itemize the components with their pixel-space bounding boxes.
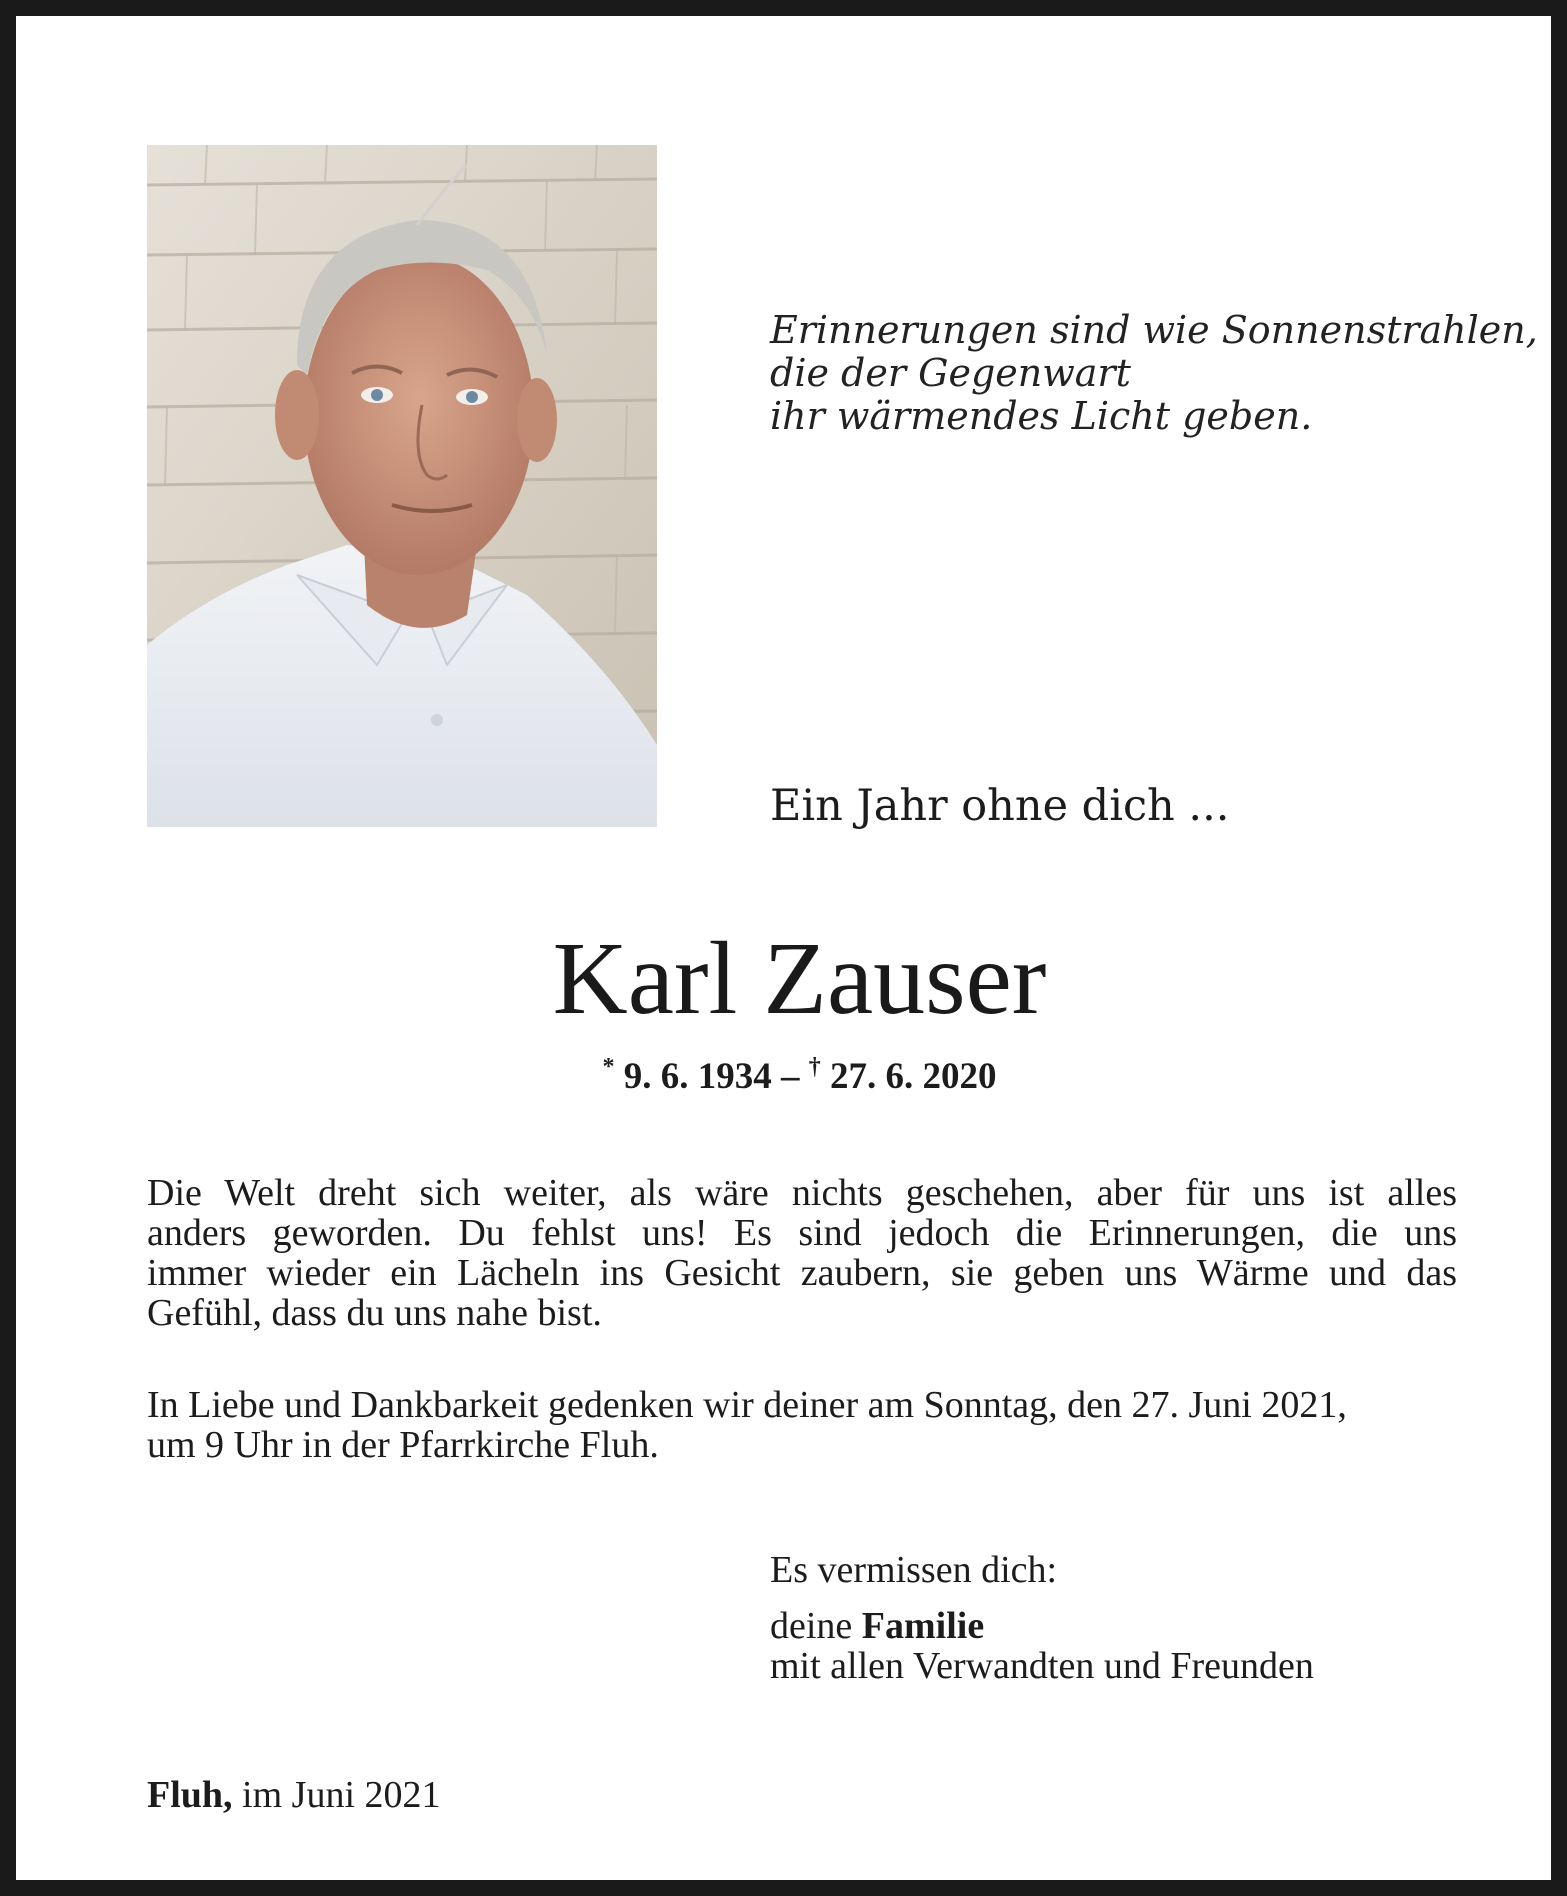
birth-date: 9. 6. 1934 [623, 1056, 772, 1097]
mourners-list [770, 1606, 1314, 1686]
paragraph-line: Gefühl, dass du uns nahe bist. [147, 1292, 602, 1334]
remembrance-paragraph [147, 1173, 1457, 1333]
publication-date: im Juni 2021 [232, 1774, 441, 1816]
family-prefix: deine [770, 1605, 862, 1647]
place-name: Fluh, [147, 1774, 233, 1816]
memorial-quote [770, 309, 1538, 438]
service-paragraph [147, 1385, 1457, 1465]
deceased-name: Karl Zauser [552, 921, 1047, 1036]
paragraph-line: In Liebe und Dankbarkeit gedenken wir deiner am Sonntag, den 27. Juni 2021, [147, 1384, 1347, 1426]
quote-line: die der Gegenwart [770, 351, 1131, 395]
death-date: 27. 6. 2020 [830, 1056, 997, 1097]
paragraph-line: immer wieder ein Lächeln ins Gesicht zaubern, sie geben uns Wärme und das [147, 1252, 1457, 1294]
paragraph-line: um 9 Uhr in der Pfarrkirche Fluh. [147, 1424, 659, 1466]
birth-symbol: * [602, 1054, 615, 1080]
date-separator: – [781, 1056, 800, 1097]
death-symbol: † [808, 1054, 821, 1080]
portrait-photo [147, 145, 657, 827]
paragraph-line: anders geworden. Du fehlst uns! Es sind jedoch die Erinnerungen, die uns [147, 1212, 1457, 1254]
place-date [147, 1774, 441, 1816]
quote-line: Erinnerungen sind wie Sonnenstrahlen, [770, 308, 1538, 352]
family-name: Familie [861, 1605, 985, 1647]
quote-line: ihr wärmendes Licht geben. [770, 394, 1313, 438]
life-dates [16, 1044, 1567, 1100]
paragraph-line: Die Welt dreht sich weiter, als wäre nichts geschehen, aber für uns ist alles [147, 1172, 1457, 1214]
family-line [770, 1606, 1314, 1646]
relatives-line: mit allen Verwandten und Freunden [770, 1645, 1314, 1687]
mourners-heading: Es vermissen dich: [770, 1549, 1058, 1591]
intro-line: Ein Jahr ohne dich ... [770, 781, 1230, 831]
